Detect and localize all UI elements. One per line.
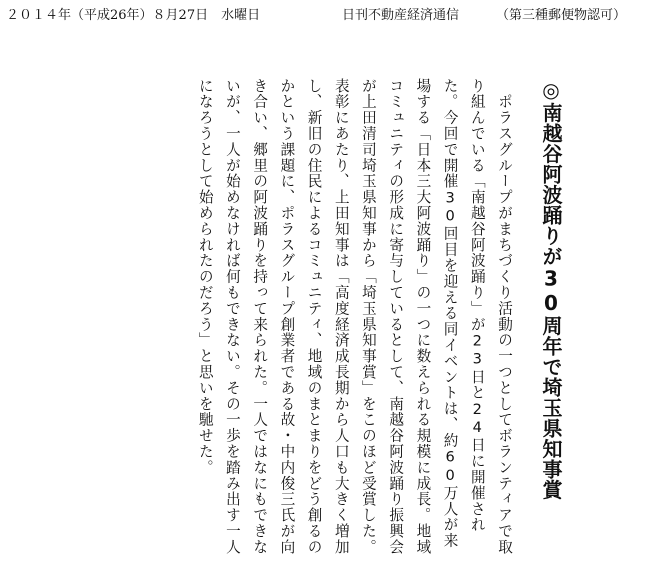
article-paragraph: ポラスグループがまちづくり活動の一つとしてボランティアで取り組んでいる「南越谷阿波踊り」が23日と24日に開催された。今回で開催30回目を迎える同イベントは、約60万人が来場する「日本三大阿波踊り」の一つに数えられる規模に成長。地域コミュニティの形成に寄与しているとして、南越谷阿波踊り振興会が上田清司埼玉県知事から「埼玉県知事賞」をこのほど受賞した。表彰にあたり、上田知事は「高度経済成長期から人口も大きく増加し、新旧の住民によるコミュニティ、地域のまとまりをどう創るのかという課題に、ポラスグループ創業者である故・中内俊三氏が向き合い、郷里の阿波踊りを持って来られた。一人ではなにもできないが、一人が始めなければ何もできない。その一歩を踏み出す一人になろうとして始められたのだろう」と思いを馳せた。: [196, 78, 513, 555]
issue-date: ２０１４年（平成26年）８月27日 水曜日: [6, 8, 261, 23]
publication-name: 日刊不動産経済通信: [342, 8, 460, 23]
article-headline: ◎南越谷阿波踊りが30周年で埼玉県知事賞: [539, 78, 563, 500]
page-header: [6, 4, 646, 28]
postal-permit: （第三種郵便物認可）: [496, 8, 627, 23]
article-body: [60, 78, 518, 563]
